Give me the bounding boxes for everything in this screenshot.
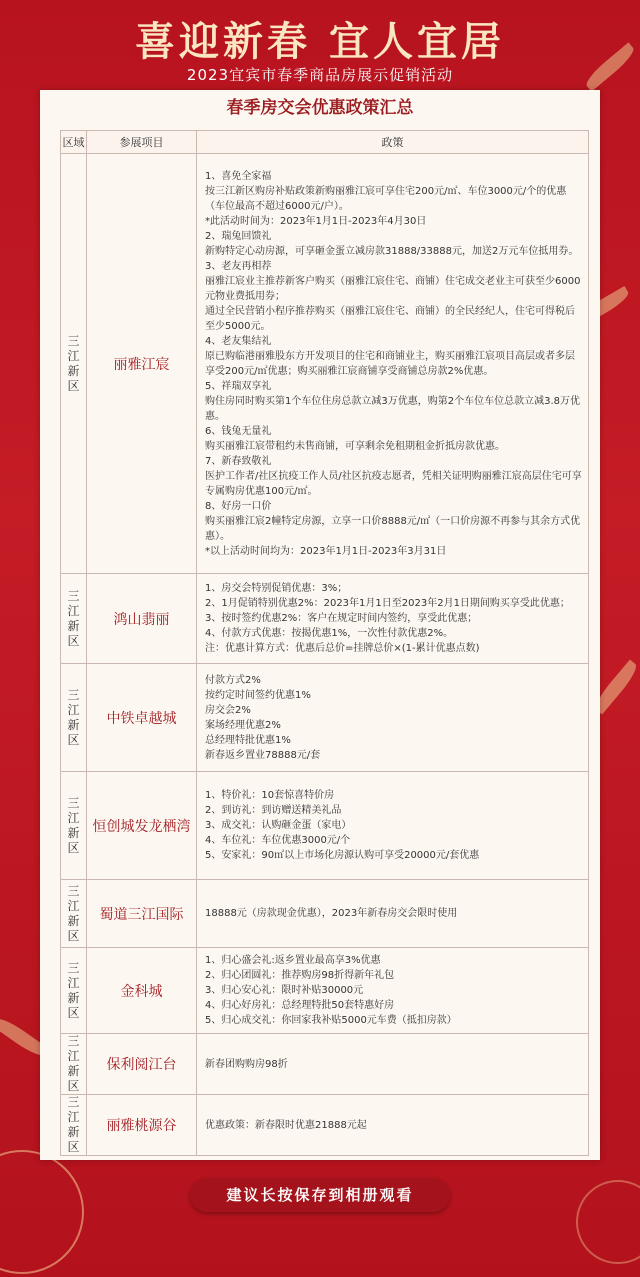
region-cell: 三江新区 <box>61 664 87 772</box>
table-row <box>61 154 589 574</box>
project-cell: 中铁卓越城 <box>87 664 197 772</box>
project-cell: 保利阅江台 <box>87 1034 197 1095</box>
table-row <box>61 880 589 948</box>
panel-title: 春季房交会优惠政策汇总 <box>226 98 414 118</box>
region-cell: 三江新区 <box>61 154 87 574</box>
policy-cell: 新春团购购房98折 <box>197 1034 589 1095</box>
table-row <box>61 772 589 880</box>
region-cell: 三江新区 <box>61 1034 87 1095</box>
policy-panel <box>40 90 600 1160</box>
project-cell: 鸿山翡丽 <box>87 574 197 664</box>
table-header-row <box>61 131 589 154</box>
region-cell: 三江新区 <box>61 948 87 1034</box>
headline: 喜迎新春 宜人宜居 <box>135 18 505 65</box>
policy-cell: 1、特价礼：10套惊喜特价房 2、到访礼：到访赠送精美礼品 3、成交礼：认购砸金蛋（家电） 4、车位礼：车位优惠3000元/个 5、安家礼：90㎡以上市场化房源认购可享受20000元/套优惠 <box>197 772 589 880</box>
decorative-ring <box>0 1150 84 1274</box>
project-cell: 恒创城发龙栖湾 <box>87 772 197 880</box>
table-row <box>61 1034 589 1095</box>
save-to-album-button[interactable]: 建议长按保存到相册观看 <box>190 1178 450 1212</box>
region-cell: 三江新区 <box>61 772 87 880</box>
table-row <box>61 948 589 1034</box>
decorative-ring <box>576 1180 640 1264</box>
table-row <box>61 1095 589 1156</box>
project-cell: 丽雅桃源谷 <box>87 1095 197 1156</box>
region-cell: 三江新区 <box>61 880 87 948</box>
event-subtitle: 2023宜宾市春季商品房展示促销活动 <box>186 66 454 84</box>
table-row <box>61 664 589 772</box>
column-header-policy: 政策 <box>197 131 589 154</box>
table-row <box>61 574 589 664</box>
region-cell: 三江新区 <box>61 1095 87 1156</box>
project-cell: 丽雅江宸 <box>87 154 197 574</box>
policy-cell: 1、归心盛会礼:返乡置业最高享3%优惠 2、归心团圆礼：推荐购房98折得新年礼包 3、归心安心礼：限时补贴30000元 4、归心好房礼：总经理特批50套特惠好房 5、归心成交礼：你回家我补贴5000元车费（抵扣房款） <box>197 948 589 1034</box>
policy-cell: 1、房交会特别促销优惠：3%； 2、1月促销特别优惠2%：2023年1月1日至2023年2月1日期间购买享受此优惠； 3、按时签约优惠2%：客户在规定时间内签约，享受此优惠； 4、付款方式优惠：按揭优惠1%，一次性付款优惠2%。 注：优惠计算方式：优惠后总价=挂牌总价×(1-累计优惠点数) <box>197 574 589 664</box>
policy-table <box>60 130 589 1156</box>
column-header-region: 区域 <box>61 131 87 154</box>
region-cell: 三江新区 <box>61 574 87 664</box>
policy-cell: 18888元（房款现金优惠），2023年新春房交会限时使用 <box>197 880 589 948</box>
column-header-project: 参展项目 <box>87 131 197 154</box>
project-cell: 金科城 <box>87 948 197 1034</box>
policy-cell: 优惠政策：新春限时优惠21888元起 <box>197 1095 589 1156</box>
project-cell: 蜀道三江国际 <box>87 880 197 948</box>
policy-cell: 付款方式2% 按约定时间签约优惠1% 房交会2% 案场经理优惠2% 总经理特批优惠1% 新春返乡置业78888元/套 <box>197 664 589 772</box>
policy-cell: 1、喜免全家福 按三江新区购房补贴政策新购丽雅江宸可享住宅200元/㎡、车位3000元/个的优惠（车位最高不超过6000元/户）。 *此活动时间为：2023年1月1日-2023年4月30日 2、瑞兔回馈礼 新购特定心动房源，可享砸金蛋立减房款31888/33888元，加送2万元车位抵用券。 3、老友再相荐 丽雅江宸业主推荐新客户购买（丽雅江宸住宅、商铺）住宅成交老业主可获至少6000元物业费抵用券； 通过全民营销小程序推荐购买（丽雅江宸住宅、商铺）的全民经纪人，住宅可得税后至少5000元。 4、老友集结礼 原已购临港丽雅股东方开发项目的住宅和商铺业主，购买丽雅江宸项目高层或者多层享受200元/㎡优惠；购买丽雅江宸商铺享受商铺总房款2%优惠。 5、祥瑞双享礼 购住房同时购买第1个车位住房总款立减3万优惠，购第2个车位车位总款立减3.8万优惠。 6、钱兔无量礼 购买丽雅江宸带租约未售商铺，可享剩余免租期租金折抵房款优惠。 7、新春致敬礼 医护工作者/社区抗疫工作人员/社区抗疫志愿者，凭相关证明购丽雅江宸高层住宅可享专属购房优惠100元/㎡。 8、好房一口价 购买丽雅江宸2幢特定房源，立享一口价8888元/㎡（一口价房源不再参与其余方式优惠）。 *以上活动时间均为：2023年1月1日-2023年3月31日 <box>197 154 589 574</box>
